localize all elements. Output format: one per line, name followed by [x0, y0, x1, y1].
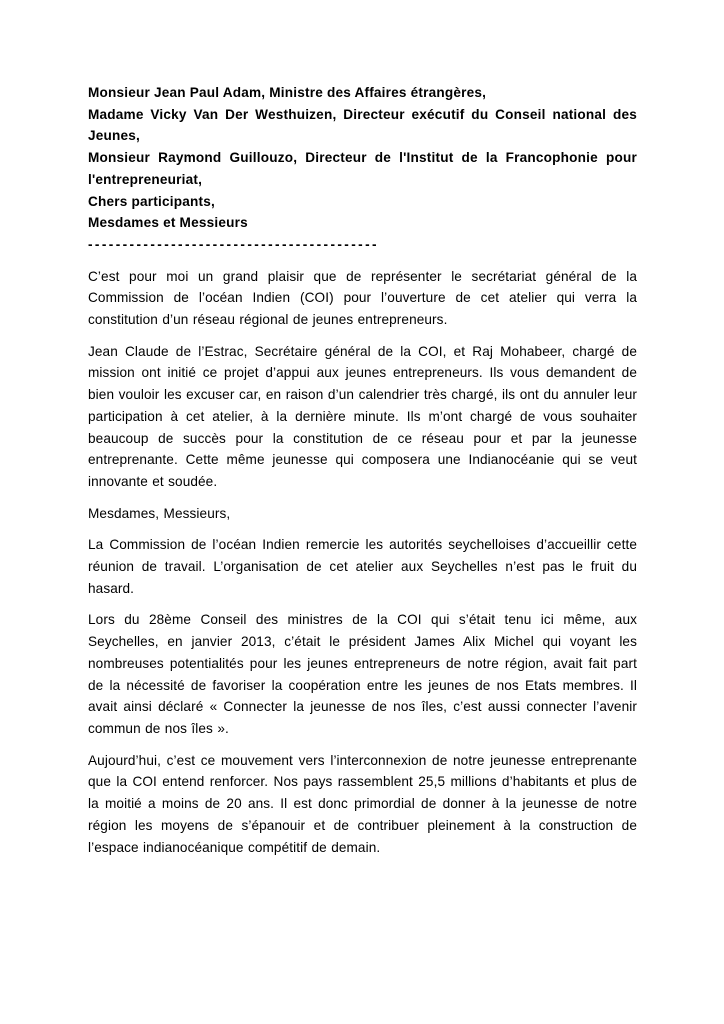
salutation-line-director-youth-council: Madame Vicky Van Der Westhuizen, Directeur exécutif du Conseil national des Jeunes, [88, 106, 637, 144]
salutation-line-minister: Monsieur Jean Paul Adam, Ministre des Affaires étrangères, [88, 85, 487, 100]
salutation-line-director-francophonie: Monsieur Raymond Guillouzo, Directeur de l'Institut de la Francophonie pour l'entrepreneuriat, [88, 150, 637, 187]
paragraph-address: Mesdames, Messieurs, [88, 505, 231, 521]
paragraph-excuses: Jean Claude de l’Estrac, Secrétaire général de la COI, et Raj Mohabeer, chargé de mission ont initié ce projet d’appui aux jeunes entrepreneurs. Ils vous demandent de bien vouloir les excuser car, en raison d’un calendrier très chargé, ils ont du annuler leur participation à cet atelier, à la dernière minute. Ils m’ont chargé de vous souhaiter beaucoup de succès pour la constitution de ce réseau pour et par la jeunesse entreprenante. Cette même jeunesse qui composera une Indianocéanie qui se veut innovante et soudée. [88, 343, 637, 489]
paragraph-today: Aujourd’hui, c’est ce mouvement vers l’interconnexion de notre jeunesse entreprenante que la COI entend renforcer. Nos pays rassemblent 25,5 millions d’habitants et plus de la moitié a moins de 20 ans. Il est donc primordial de donner à la jeunesse de notre région les moyens de s’épanouir et de contribuer pleinement à la construction de l’espace indianocéanique compétitif de demain. [88, 752, 637, 855]
paragraph-council-2013: Lors du 28ème Conseil des ministres de la COI qui s’était tenu ici même, aux Seychelles, en janvier 2013, c’était le président James Alix Michel qui voyant les nombreuses potentialités pour les jeunes entrepreneurs de notre région, avait fait part de la nécessité de favoriser la coopération entre les jeunes de nos Etats membres. Il avait ainsi déclaré « Connecter la jeunesse de nos îles, c’est aussi connecter l’avenir commun de nos îles ». [88, 612, 637, 736]
salutation-block [88, 82, 637, 234]
salutation-line-ladies-gentlemen: Mesdames et Messieurs [88, 215, 248, 231]
separator-line: ------------------------------------------ [88, 236, 379, 252]
paragraph-opening: C’est pour moi un grand plaisir que de représenter le secrétariat général de la Commission de l’océan Indien (COI) pour l’ouverture de cet atelier qui verra la constitution d’un réseau régional de jeunes entrepreneurs. [88, 268, 637, 328]
salutation-line-participants: Chers participants, [88, 193, 215, 209]
paragraph-thanks: La Commission de l’océan Indien remercie les autorités seychelloises d’accueillir cette réunion de travail. L’organisation de cet atelier aux Seychelles n’est pas le fruit du hasard. [88, 537, 637, 596]
letter-body [88, 266, 637, 859]
